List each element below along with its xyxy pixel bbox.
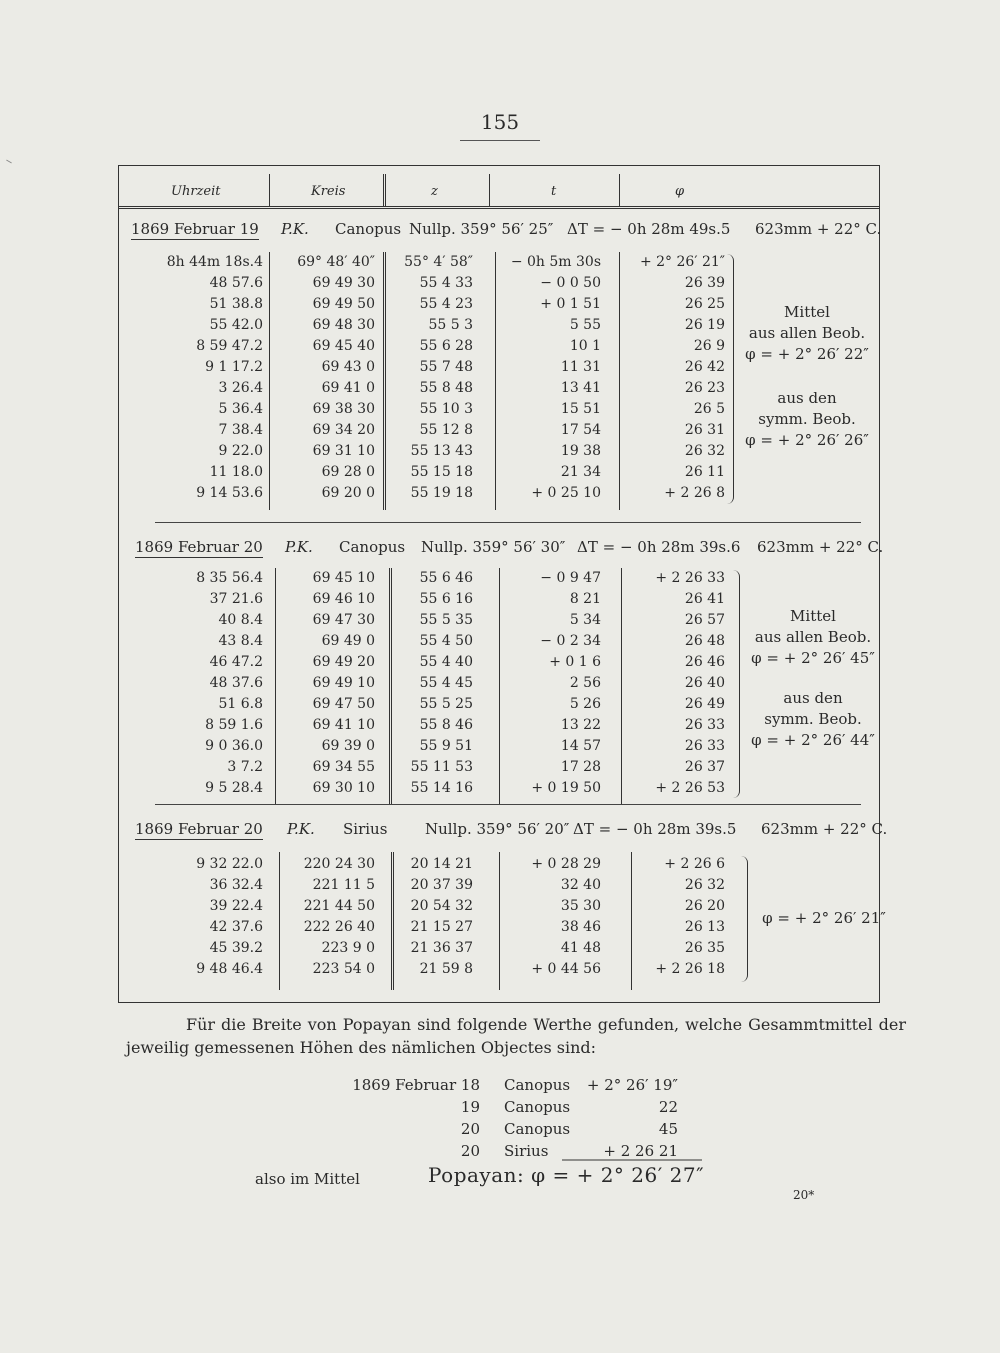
cell-t: − 0 2 34 bbox=[540, 633, 601, 649]
cell-kreis: 69 31 10 bbox=[312, 443, 375, 459]
cell-phi: 26 13 bbox=[684, 919, 725, 935]
cell-kreis: 69 39 0 bbox=[321, 738, 375, 754]
cell-kreis: 69 20 0 bbox=[321, 485, 375, 501]
cell-z: 55 5 35 bbox=[419, 612, 473, 628]
table-row bbox=[119, 254, 879, 275]
cell-t: 15 51 bbox=[560, 401, 601, 417]
cell-uhrzeit: 45 39.2 bbox=[209, 940, 263, 956]
cell-uhrzeit: 8 59 1.6 bbox=[205, 717, 263, 733]
brace bbox=[741, 856, 748, 982]
cell-z: 55 4 40 bbox=[419, 654, 473, 670]
section-date: 1869 Februar 20 bbox=[135, 538, 263, 556]
cell-t: 21 34 bbox=[560, 464, 601, 480]
cell-t: 13 41 bbox=[560, 380, 601, 396]
section-note-all: Mittel aus allen Beob. φ = + 2° 26′ 45″ bbox=[751, 607, 875, 667]
section-pressure: 623mm + 22° C. bbox=[757, 538, 884, 556]
cell-uhrzeit: 11 18.0 bbox=[209, 464, 263, 480]
summary-row: 20 Canopus 45 bbox=[460, 1120, 678, 1138]
cell-phi: 26 48 bbox=[684, 633, 725, 649]
cell-z: 55 8 46 bbox=[419, 717, 473, 733]
section-separator bbox=[155, 804, 861, 805]
cell-uhrzeit: 8 59 47.2 bbox=[196, 338, 263, 354]
header-z: z bbox=[431, 184, 438, 199]
section-delta-t: ΔT = − 0h 28m 39s.6 bbox=[577, 538, 741, 556]
cell-t: 2 56 bbox=[569, 675, 601, 691]
section-nullp: Nullp. 359° 56′ 25″ bbox=[409, 220, 554, 238]
cell-phi: 26 41 bbox=[684, 591, 725, 607]
cell-z: 21 15 27 bbox=[410, 919, 473, 935]
cell-z: 55 4 50 bbox=[419, 633, 473, 649]
cell-t: 14 57 bbox=[560, 738, 601, 754]
cell-t: − 0 9 47 bbox=[540, 570, 601, 586]
cell-kreis: 69 49 30 bbox=[312, 275, 375, 291]
cell-uhrzeit: 51 38.8 bbox=[209, 296, 263, 312]
cell-t: 5 55 bbox=[569, 317, 601, 333]
table-row bbox=[119, 485, 879, 506]
cell-uhrzeit: 9 22.0 bbox=[218, 443, 263, 459]
cell-phi: 26 32 bbox=[684, 877, 725, 893]
cell-phi: + 2° 26′ 21″ bbox=[639, 254, 725, 270]
section-nullp: Nullp. 359° 56′ 30″ bbox=[421, 538, 566, 556]
cell-phi: + 2 26 18 bbox=[655, 961, 725, 977]
cell-z: 55 4 23 bbox=[419, 296, 473, 312]
cell-phi: 26 20 bbox=[684, 898, 725, 914]
cell-z: 55 7 48 bbox=[419, 359, 473, 375]
cell-z: 55 14 16 bbox=[410, 780, 473, 796]
final-result: Popayan: φ = + 2° 26′ 27″ bbox=[428, 1163, 705, 1187]
section-date: 1869 Februar 20 bbox=[135, 820, 263, 838]
summary-row: 1869 Februar 18 Canopus + 2° 26′ 19″ bbox=[352, 1076, 678, 1094]
cell-uhrzeit: 37 21.6 bbox=[209, 591, 263, 607]
cell-z: 55 6 28 bbox=[419, 338, 473, 354]
cell-t: − 0 0 50 bbox=[540, 275, 601, 291]
cell-kreis: 69 48 30 bbox=[312, 317, 375, 333]
header-phi: φ bbox=[675, 184, 685, 199]
cell-z: 55 8 48 bbox=[419, 380, 473, 396]
section-note-all: Mittel aus allen Beob. φ = + 2° 26′ 22″ bbox=[745, 303, 869, 363]
cell-phi: 26 19 bbox=[684, 317, 725, 333]
cell-z: 55 10 3 bbox=[419, 401, 473, 417]
cell-uhrzeit: 55 42.0 bbox=[209, 317, 263, 333]
brace bbox=[727, 254, 734, 504]
section-note-all: φ = + 2° 26′ 21″ bbox=[762, 909, 886, 927]
cell-t: + 0 28 29 bbox=[531, 856, 601, 872]
observation-table bbox=[118, 165, 888, 1003]
cell-kreis: 69 34 20 bbox=[312, 422, 375, 438]
cell-uhrzeit: 9 1 17.2 bbox=[205, 359, 263, 375]
paragraph: Für die Breite von Popayan sind folgende Werthe gefunden, welche Gesammtmittel der jeweilig gemessenen Höhen des nämlichen Objectes sind: bbox=[126, 1015, 906, 1057]
cell-z: 55 6 16 bbox=[419, 591, 473, 607]
header-uhrzeit: Uhrzeit bbox=[171, 184, 221, 199]
cell-z: 55 12 8 bbox=[419, 422, 473, 438]
cell-t: + 0 1 51 bbox=[540, 296, 601, 312]
section-pk: P.K. bbox=[285, 538, 313, 556]
cell-t: 32 40 bbox=[560, 877, 601, 893]
cell-phi: 26 39 bbox=[684, 275, 725, 291]
margin-mark bbox=[6, 160, 12, 164]
cell-kreis: 69 45 40 bbox=[312, 338, 375, 354]
cell-z: 55 19 18 bbox=[410, 485, 473, 501]
summary-row: 19 Canopus 22 bbox=[460, 1098, 678, 1116]
section-pressure: 623mm + 22° C. bbox=[755, 220, 882, 238]
cell-uhrzeit: 51 6.8 bbox=[218, 696, 263, 712]
cell-z: 55 6 46 bbox=[419, 570, 473, 586]
section-note-symm: aus den symm. Beob. φ = + 2° 26′ 26″ bbox=[745, 389, 869, 449]
section-title bbox=[131, 218, 882, 242]
cell-uhrzeit: 42 37.6 bbox=[209, 919, 263, 935]
cell-kreis: 69 49 20 bbox=[312, 654, 375, 670]
cell-uhrzeit: 9 0 36.0 bbox=[205, 738, 263, 754]
cell-uhrzeit: 8 35 56.4 bbox=[196, 570, 263, 586]
cell-phi: 26 33 bbox=[684, 738, 725, 754]
section-title bbox=[131, 536, 884, 560]
cell-kreis: 69 45 10 bbox=[312, 570, 375, 586]
header-kreis: Kreis bbox=[311, 184, 346, 199]
cell-t: 17 54 bbox=[560, 422, 601, 438]
cell-phi: 26 49 bbox=[684, 696, 725, 712]
cell-t: + 0 44 56 bbox=[531, 961, 601, 977]
section-pressure: 623mm + 22° C. bbox=[761, 820, 888, 838]
cell-phi: 26 42 bbox=[684, 359, 725, 375]
cell-t: 5 26 bbox=[569, 696, 601, 712]
cell-phi: 26 25 bbox=[684, 296, 725, 312]
section-title bbox=[131, 818, 888, 842]
cell-phi: 26 46 bbox=[684, 654, 725, 670]
cell-kreis: 69 47 30 bbox=[312, 612, 375, 628]
section-note-symm: aus den symm. Beob. φ = + 2° 26′ 44″ bbox=[751, 689, 875, 749]
cell-phi: 26 57 bbox=[684, 612, 725, 628]
cell-z: 21 59 8 bbox=[419, 961, 473, 977]
cell-t: 13 22 bbox=[560, 717, 601, 733]
summary-row: 20 Sirius + 2 26 21 bbox=[460, 1142, 678, 1160]
cell-t: 35 30 bbox=[560, 898, 601, 914]
cell-uhrzeit: 7 38.4 bbox=[218, 422, 263, 438]
cell-phi: + 2 26 6 bbox=[664, 856, 725, 872]
mittel-label: also im Mittel bbox=[255, 1170, 360, 1188]
cell-z: 55° 4′ 58″ bbox=[404, 254, 473, 270]
cell-kreis: 69 47 50 bbox=[312, 696, 375, 712]
header-t: t bbox=[551, 184, 557, 199]
cell-kreis: 220 24 30 bbox=[303, 856, 375, 872]
cell-phi: 26 32 bbox=[684, 443, 725, 459]
cell-uhrzeit: 9 14 53.6 bbox=[196, 485, 263, 501]
section-date: 1869 Februar 19 bbox=[131, 220, 259, 238]
cell-uhrzeit: 46 47.2 bbox=[209, 654, 263, 670]
table-header bbox=[119, 174, 879, 209]
section-star: Canopus bbox=[335, 220, 402, 238]
cell-kreis: 221 11 5 bbox=[312, 877, 375, 893]
cell-z: 55 13 43 bbox=[410, 443, 473, 459]
cell-z: 55 5 25 bbox=[419, 696, 473, 712]
cell-phi: + 2 26 8 bbox=[664, 485, 725, 501]
cell-kreis: 223 9 0 bbox=[321, 940, 375, 956]
cell-z: 21 36 37 bbox=[410, 940, 473, 956]
cell-z: 55 11 53 bbox=[410, 759, 473, 775]
cell-phi: 26 37 bbox=[684, 759, 725, 775]
section-pk: P.K. bbox=[287, 820, 315, 838]
cell-uhrzeit: 3 26.4 bbox=[218, 380, 263, 396]
cell-z: 55 4 45 bbox=[419, 675, 473, 691]
cell-kreis: 221 44 50 bbox=[303, 898, 375, 914]
page-number: 155 bbox=[460, 110, 540, 141]
cell-t: 8 21 bbox=[569, 591, 601, 607]
table-row bbox=[119, 275, 879, 296]
cell-uhrzeit: 5 36.4 bbox=[218, 401, 263, 417]
cell-kreis: 222 26 40 bbox=[303, 919, 375, 935]
cell-phi: + 2 26 33 bbox=[655, 570, 725, 586]
cell-phi: + 2 26 53 bbox=[655, 780, 725, 796]
cell-z: 20 14 21 bbox=[410, 856, 473, 872]
signature-mark: 20* bbox=[793, 1188, 815, 1202]
cell-kreis: 69 41 0 bbox=[321, 380, 375, 396]
table-row bbox=[119, 464, 879, 485]
cell-kreis: 69 30 10 bbox=[312, 780, 375, 796]
cell-uhrzeit: 43 8.4 bbox=[218, 633, 263, 649]
cell-t: 38 46 bbox=[560, 919, 601, 935]
cell-t: − 0h 5m 30s bbox=[510, 254, 601, 270]
cell-kreis: 69 43 0 bbox=[321, 359, 375, 375]
section-nullp: Nullp. 359° 56′ 20″ bbox=[425, 820, 570, 838]
cell-kreis: 69 49 10 bbox=[312, 675, 375, 691]
cell-kreis: 69 49 0 bbox=[321, 633, 375, 649]
cell-uhrzeit: 8h 44m 18s.4 bbox=[166, 254, 263, 270]
cell-z: 55 5 3 bbox=[428, 317, 473, 333]
cell-uhrzeit: 9 5 28.4 bbox=[205, 780, 263, 796]
section-separator bbox=[155, 522, 861, 523]
cell-kreis: 69° 48′ 40″ bbox=[297, 254, 375, 270]
cell-z: 55 9 51 bbox=[419, 738, 473, 754]
cell-kreis: 69 38 30 bbox=[312, 401, 375, 417]
cell-phi: 26 40 bbox=[684, 675, 725, 691]
cell-t: + 0 19 50 bbox=[531, 780, 601, 796]
cell-t: + 0 25 10 bbox=[531, 485, 601, 501]
cell-uhrzeit: 9 32 22.0 bbox=[196, 856, 263, 872]
cell-phi: 26 11 bbox=[684, 464, 725, 480]
section-star: Sirius bbox=[343, 820, 388, 838]
cell-t: 11 31 bbox=[560, 359, 601, 375]
cell-t: 19 38 bbox=[560, 443, 601, 459]
cell-phi: 26 9 bbox=[693, 338, 725, 354]
cell-uhrzeit: 40 8.4 bbox=[218, 612, 263, 628]
cell-z: 55 4 33 bbox=[419, 275, 473, 291]
section-star: Canopus bbox=[339, 538, 406, 556]
cell-z: 20 37 39 bbox=[410, 877, 473, 893]
cell-t: 5 34 bbox=[569, 612, 601, 628]
brace bbox=[733, 570, 740, 798]
cell-z: 55 15 18 bbox=[410, 464, 473, 480]
cell-uhrzeit: 48 57.6 bbox=[209, 275, 263, 291]
section-delta-t: ΔT = − 0h 28m 39s.5 bbox=[573, 820, 737, 838]
section-pk: P.K. bbox=[281, 220, 309, 238]
cell-uhrzeit: 48 37.6 bbox=[209, 675, 263, 691]
cell-kreis: 69 41 10 bbox=[312, 717, 375, 733]
cell-kreis: 69 49 50 bbox=[312, 296, 375, 312]
cell-kreis: 69 28 0 bbox=[321, 464, 375, 480]
cell-uhrzeit: 36 32.4 bbox=[209, 877, 263, 893]
cell-t: 41 48 bbox=[560, 940, 601, 956]
summary-rule bbox=[562, 1158, 702, 1162]
cell-uhrzeit: 39 22.4 bbox=[209, 898, 263, 914]
cell-phi: 26 33 bbox=[684, 717, 725, 733]
cell-phi: 26 35 bbox=[684, 940, 725, 956]
section-delta-t: ΔT = − 0h 28m 49s.5 bbox=[567, 220, 731, 238]
cell-kreis: 69 34 55 bbox=[312, 759, 375, 775]
cell-t: 10 1 bbox=[569, 338, 601, 354]
cell-phi: 26 5 bbox=[693, 401, 725, 417]
cell-kreis: 223 54 0 bbox=[312, 961, 375, 977]
cell-uhrzeit: 3 7.2 bbox=[227, 759, 263, 775]
cell-t: + 0 1 6 bbox=[549, 654, 601, 670]
cell-phi: 26 23 bbox=[684, 380, 725, 396]
cell-kreis: 69 46 10 bbox=[312, 591, 375, 607]
cell-phi: 26 31 bbox=[684, 422, 725, 438]
cell-t: 17 28 bbox=[560, 759, 601, 775]
cell-z: 20 54 32 bbox=[410, 898, 473, 914]
cell-uhrzeit: 9 48 46.4 bbox=[196, 961, 263, 977]
